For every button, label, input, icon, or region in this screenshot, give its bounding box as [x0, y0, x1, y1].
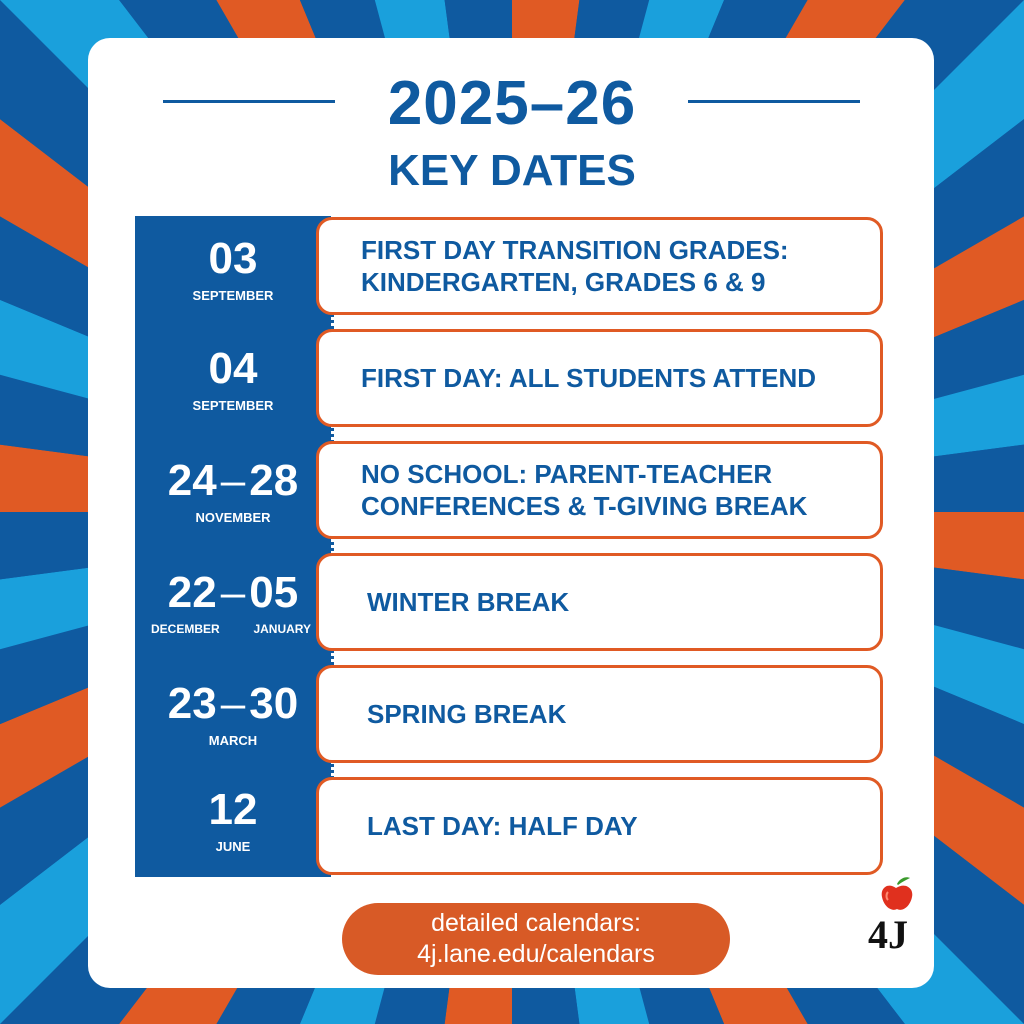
logo-text: 4J: [868, 912, 908, 957]
month-start: DECEMBER: [151, 622, 220, 636]
date-item: [135, 346, 331, 413]
day-start: 24: [167, 456, 217, 505]
event-box: [316, 553, 883, 651]
range-dash: –: [220, 568, 246, 617]
date-item: [135, 570, 331, 636]
date-item: [135, 787, 331, 854]
district-logo: [856, 872, 920, 972]
footer-url[interactable]: 4j.lane.edu/calendars: [417, 940, 655, 968]
event-box: [316, 777, 883, 875]
apple-icon: [882, 877, 913, 910]
day-start: 22: [167, 568, 217, 617]
day-number: 04: [208, 344, 258, 393]
date-item: [135, 458, 331, 525]
footer-line-1: detailed calendars:: [431, 909, 641, 937]
page-title: KEY DATES: [388, 146, 636, 195]
day-end: 28: [249, 456, 299, 505]
event-description: NO SCHOOL: PARENT-TEACHER CONFERENCES & T-GIVING BREAK: [361, 459, 808, 521]
month-range: [135, 622, 331, 636]
month-label: JUNE: [215, 839, 251, 854]
event-description: FIRST DAY TRANSITION GRADES: KINDERGARTEN, GRADES 6 & 9: [361, 235, 789, 297]
date-item: [135, 236, 331, 303]
event-description: SPRING BREAK: [367, 699, 567, 729]
day-start: 23: [167, 679, 217, 728]
day-end: 05: [249, 568, 299, 617]
range-dash: –: [220, 679, 246, 728]
day-number: 12: [208, 785, 258, 834]
event-description: WINTER BREAK: [367, 587, 570, 617]
date-column: [135, 216, 334, 877]
month-label: SEPTEMBER: [192, 288, 274, 303]
day-range: [135, 458, 331, 504]
day-range: [135, 570, 331, 616]
day-number: 03: [208, 234, 258, 283]
month-end: JANUARY: [253, 622, 311, 636]
range-dash: –: [220, 456, 246, 505]
school-year-title: 2025–26: [387, 69, 637, 138]
event-box: [316, 665, 883, 763]
day-end: 30: [249, 679, 299, 728]
calendar-link-button[interactable]: [342, 903, 730, 975]
month-label: MARCH: [208, 733, 258, 748]
day-range: [135, 681, 331, 727]
event-description: LAST DAY: HALF DAY: [367, 811, 638, 841]
event-box: [316, 441, 883, 539]
month-label: SEPTEMBER: [192, 398, 274, 413]
event-description: FIRST DAY: ALL STUDENTS ATTEND: [361, 363, 816, 393]
month-label: NOVEMBER: [195, 510, 271, 525]
event-box: [316, 329, 883, 427]
date-item: [135, 681, 331, 748]
event-box: [316, 217, 883, 315]
